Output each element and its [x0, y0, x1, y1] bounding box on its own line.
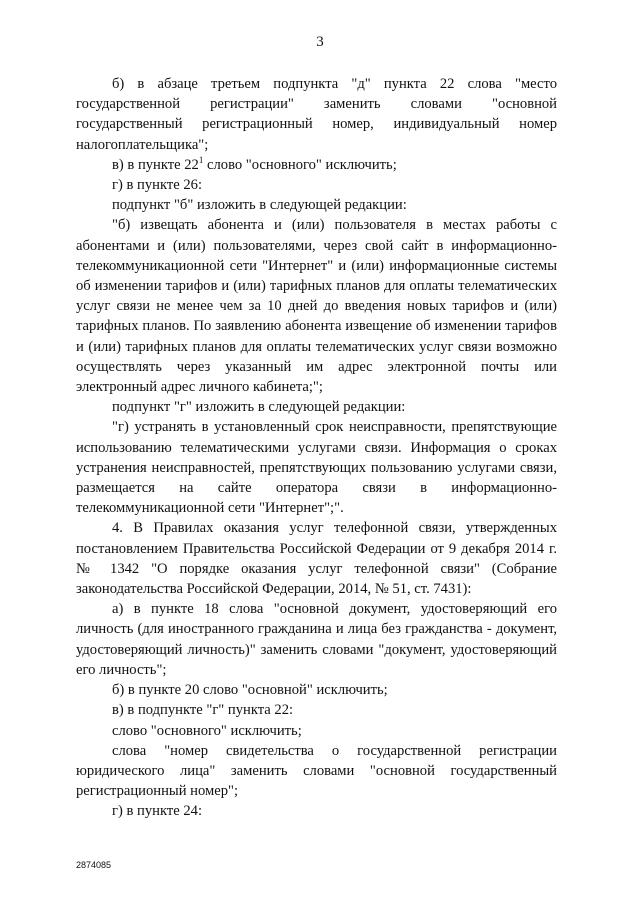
- paragraph-slovo-osnovnogo: слово "основного" исключить;: [112, 722, 302, 739]
- paragraph-item-b-abzac: б) в абзаце третьем подпункта "д" пункта 22 слова "место государственной регистрации" заменить словами "основной государственный регистрационный номер, индивидуальный номер налогоплательщика";: [76, 76, 557, 153]
- document-body: [76, 74, 557, 822]
- paragraph-item-a-punkt-18: а) в пункте 18 слова "основной документ, удостоверяющий его личность (для иностранного гражданина и лица без гражданства - документ, удостоверяющий личность)" заменить словами "документ, удостоверяющий его личность";: [76, 601, 557, 678]
- paragraph-item-g-punkt-24: г) в пункте 24:: [112, 803, 202, 820]
- superscript-index: 1: [198, 154, 204, 165]
- paragraph-item-b-punkt-20: б) в пункте 20 слово "основной" исключить;: [112, 682, 388, 699]
- paragraph-item-v-punkt-22-1: [76, 155, 557, 175]
- document-id: 2874085: [76, 860, 112, 870]
- paragraph-podpunkt-g-text: "г) устранять в установленный срок неисправности, препятствующие использованию телематическими услугами связи. Информация о сроках устранения неисправностей, препятствующих пользованию услугами связи, размещается на сайте оператора связи в информационно-телекоммуникационной сети "Интернет";".: [76, 419, 557, 517]
- paragraph-text-after: слово "основного" исключить;: [203, 156, 397, 173]
- paragraph-podpunkt-b-heading: подпункт "б" изложить в следующей редакции:: [112, 197, 407, 214]
- paragraph-podpunkt-g-heading: подпункт "г" изложить в следующей редакции:: [112, 399, 406, 416]
- paragraph-podpunkt-b-text: "б) извещать абонента и (или) пользователя в местах работы с абонентами и (или) пользователями, через свой сайт в информационно-телекоммуникационной сети "Интернет" и (или) информационные системы об изменении тарифов и (или) тарифных планов для оплаты телематических услуг связи не менее чем за 10 дней до введения новых тарифов и (или) тарифных планов. По заявлению абонента извещение об изменении тарифов и (или) тарифных планов для оплаты телематических услуг связи возможно осуществлять через указанный им адрес электронной почты или электронный адрес личного кабинета;";: [76, 217, 557, 396]
- paragraph-item-v-punkt-22: в) в подпункте "г" пункта 22:: [112, 702, 294, 719]
- paragraph-text-before: в) в пункте 22: [112, 156, 199, 173]
- paragraph-section-4: 4. В Правилах оказания услуг телефонной связи, утвержденных постановлением Правительства Российской Федерации от 9 декабря 2014 г. № 1342 "О порядке оказания услуг телефонной связи" (Собрание законодательства Российской Федерации, 2014, № 51, ст. 7431):: [76, 520, 557, 598]
- page-number: 3: [316, 34, 324, 50]
- paragraph-slova-nomer: слова "номер свидетельства о государственной регистрации юридического лица" заменить словами "основной государственный регистрационный номер";: [76, 742, 557, 800]
- paragraph-item-g-punkt-26: г) в пункте 26:: [112, 177, 202, 194]
